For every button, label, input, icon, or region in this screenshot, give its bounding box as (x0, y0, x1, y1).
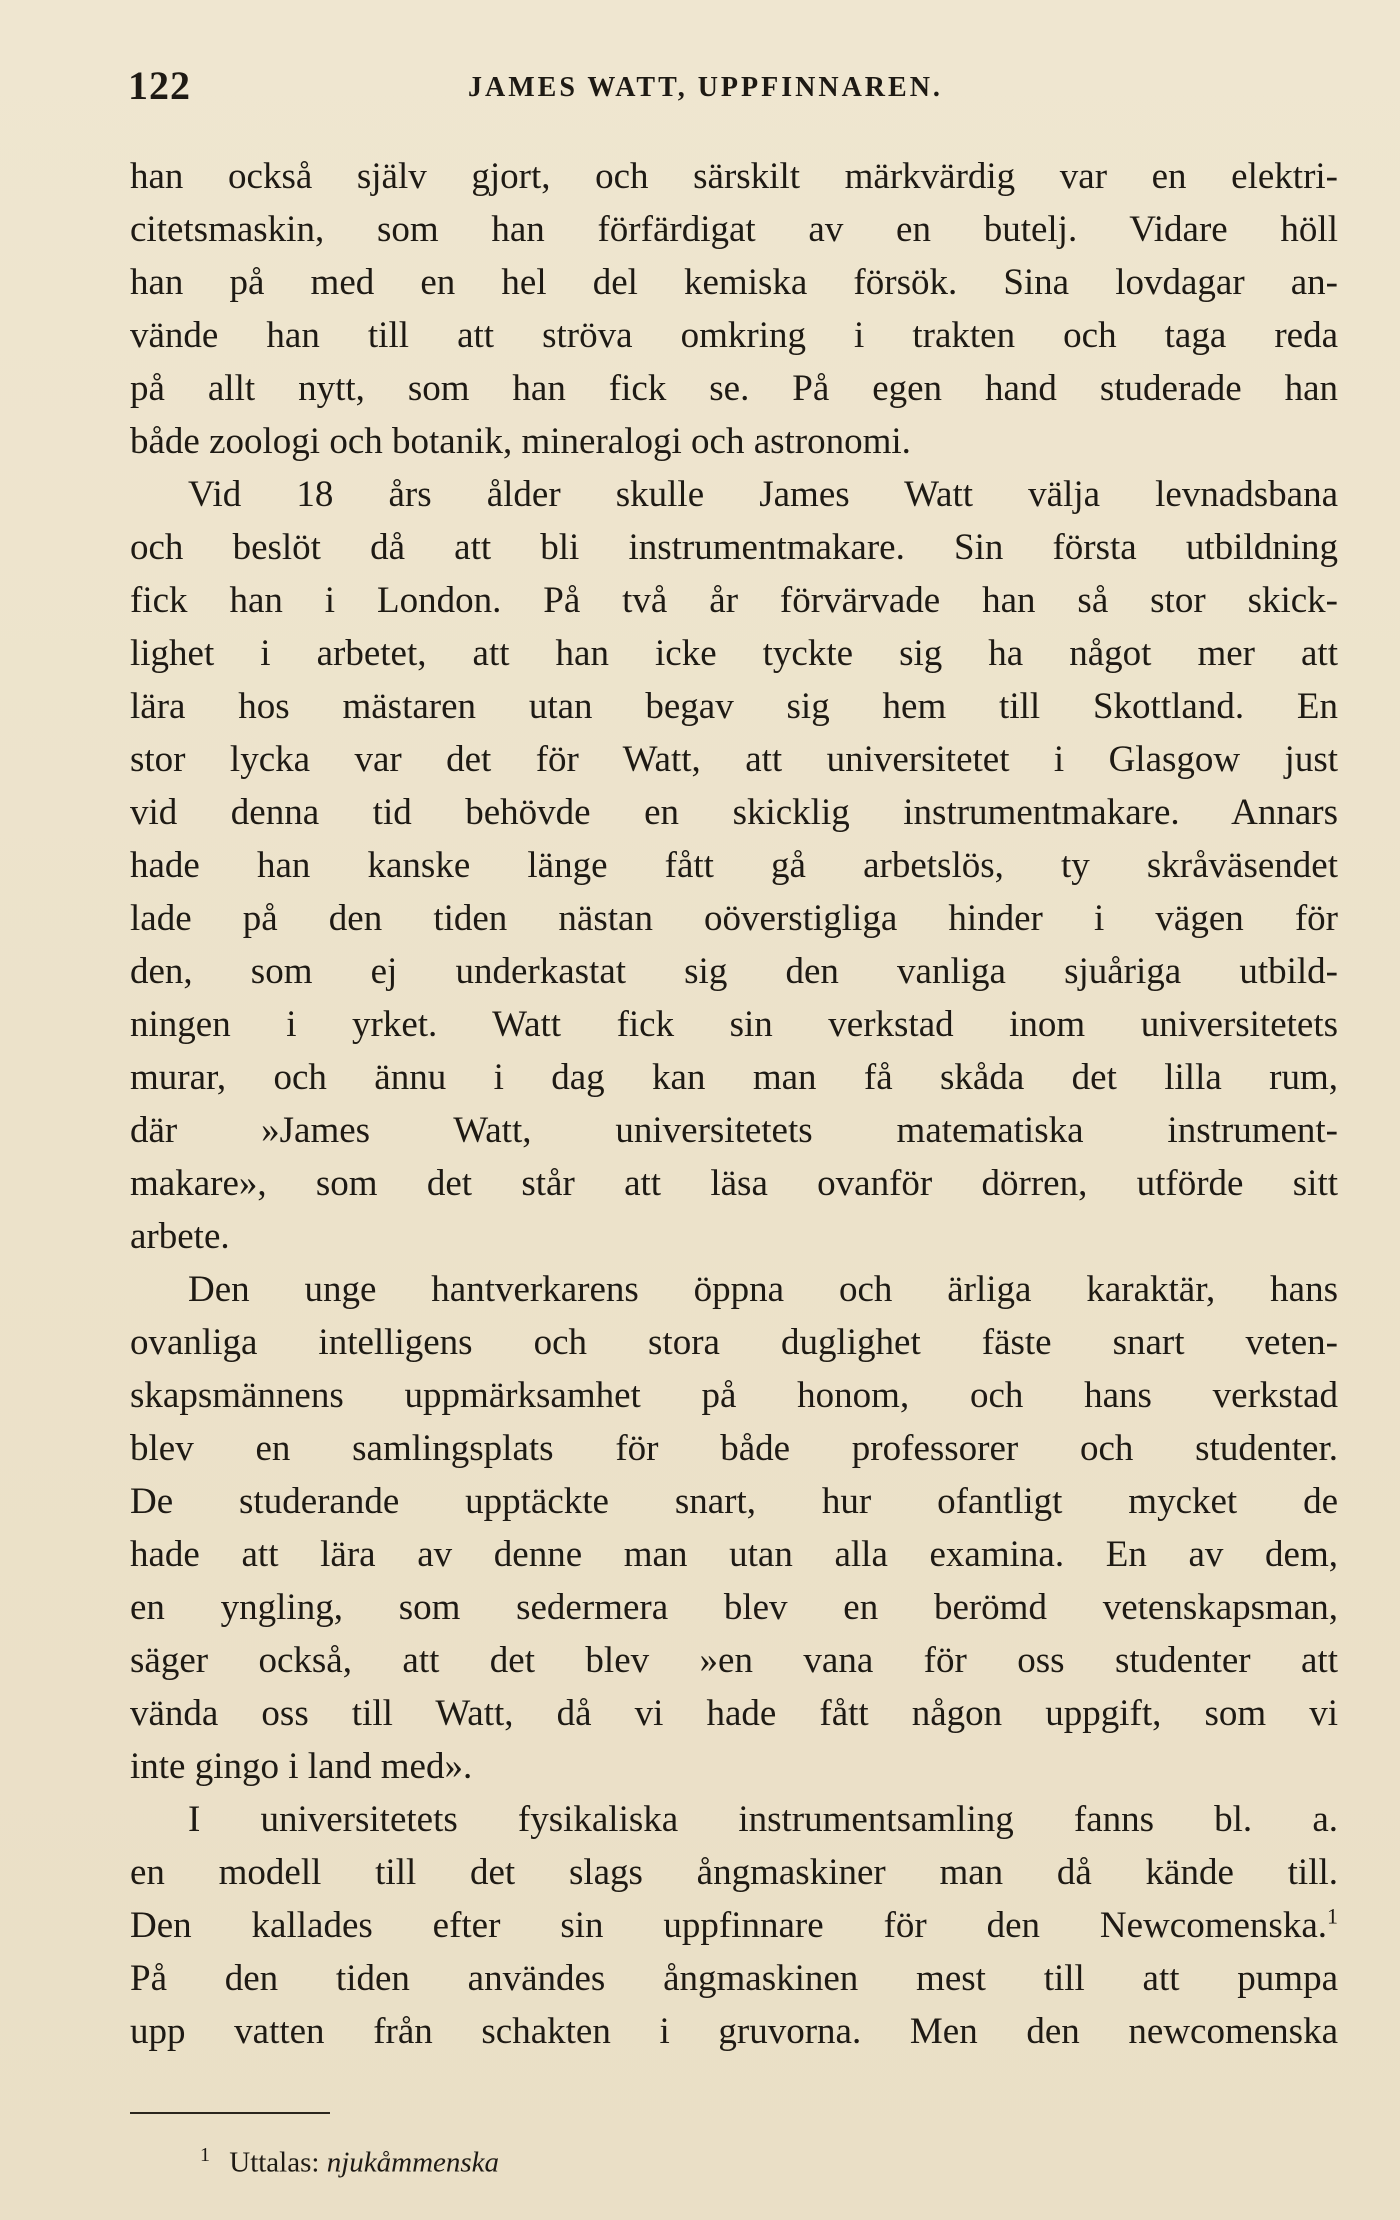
footnote-marker: 1 (200, 2144, 210, 2166)
footnote-label: Uttalas: (229, 2146, 320, 2179)
text-line (130, 892, 1338, 945)
page-number: 122 (128, 63, 191, 108)
text-line (130, 521, 1338, 574)
text-line-content: lade på den tiden nästan oöverstigliga hinder i vägen för (130, 898, 1338, 939)
text-line-content: hade att lära av denne man utan alla examina. En av dem, (130, 1534, 1338, 1575)
text-line-content: ovanliga intelligens och stora duglighet fäste snart veten- (130, 1322, 1338, 1363)
text-line (130, 1634, 1338, 1687)
text-line-content: stor lycka var det för Watt, att universitetet i Glasgow just (130, 739, 1338, 780)
text-line-content: både zoologi och botanik, mineralogi och astronomi. (130, 421, 911, 462)
text-line-content: I universitetets fysikaliska instrumentsamling fanns bl. a. (188, 1799, 1338, 1840)
text-line (130, 468, 1338, 521)
text-line (130, 1899, 1338, 1952)
text-line-content: Den unge hantverkarens öppna och ärliga karaktär, hans (188, 1269, 1338, 1310)
text-line (130, 1369, 1338, 1422)
text-line-content: vända oss till Watt, då vi hade fått någon uppgift, som vi (130, 1693, 1338, 1734)
text-line-content: arbete. (130, 1216, 230, 1257)
text-line (130, 1952, 1338, 2005)
text-line-content: Den kallades efter sin uppfinnare för den Newcomenska. (130, 1905, 1327, 1946)
text-line-content: på allt nytt, som han fick se. På egen hand studerade han (130, 368, 1338, 409)
page-header (128, 62, 1338, 122)
text-line (130, 1687, 1338, 1740)
text-line-content: och beslöt då att bli instrumentmakare. Sin första utbildning (130, 527, 1338, 568)
text-line (130, 1528, 1338, 1581)
text-line-content: fick han i London. På två år förvärvade han så stor skick- (130, 580, 1338, 621)
text-line-content: vid denna tid behövde en skicklig instrumentmakare. Annars (130, 792, 1338, 833)
text-line-content: De studerande upptäckte snart, hur ofantligt mycket de (130, 1481, 1338, 1522)
text-line-content: På den tiden användes ångmaskinen mest till att pumpa (130, 1958, 1338, 1999)
footnote-divider (130, 2112, 330, 2114)
text-line (130, 1581, 1338, 1634)
footnote-reference: 1 (1327, 1903, 1338, 1929)
footnote (200, 2144, 499, 2180)
text-line-content: lighet i arbetet, att han icke tyckte sig ha något mer att (130, 633, 1338, 674)
text-line-content: murar, och ännu i dag kan man få skåda det lilla rum, (130, 1057, 1338, 1098)
text-line-content: han också själv gjort, och särskilt märkvärdig var en elektri- (130, 156, 1338, 197)
text-line (130, 415, 1338, 468)
text-line-content: säger också, att det blev »en vana för oss studenter att (130, 1640, 1338, 1681)
text-line-content: en modell till det slags ångmaskiner man då kände till. (130, 1852, 1338, 1893)
body-text (130, 150, 1338, 2058)
text-line-content: citetsmaskin, som han förfärdigat av en butelj. Vidare höll (130, 209, 1338, 250)
text-line (130, 309, 1338, 362)
text-line (130, 1157, 1338, 1210)
text-line-content: makare», som det står att läsa ovanför dörren, utförde sitt (130, 1163, 1338, 1204)
text-line (130, 680, 1338, 733)
footnote-text: njukåmmenska (326, 2146, 500, 2179)
text-line (130, 1475, 1338, 1528)
text-line (130, 839, 1338, 892)
text-line (130, 1422, 1338, 1475)
text-line-content: han på med en hel del kemiska försök. Sina lovdagar an- (130, 262, 1338, 303)
text-line (130, 203, 1338, 256)
text-line-content: upp vatten från schakten i gruvorna. Men den newcomenska (130, 2011, 1338, 2052)
text-line (130, 1740, 1338, 1793)
text-line-content: skapsmännens uppmärksamhet på honom, och hans verkstad (130, 1375, 1338, 1416)
text-line (130, 945, 1338, 998)
text-line-content: en yngling, som sedermera blev en berömd vetenskapsman, (130, 1587, 1338, 1628)
text-line-content: vände han till att ströva omkring i trakten och taga reda (130, 315, 1338, 356)
text-line (130, 1051, 1338, 1104)
text-line-content: blev en samlingsplats för både professorer och studenter. (130, 1428, 1338, 1469)
text-line (130, 998, 1338, 1051)
text-line (130, 1104, 1338, 1157)
text-line (130, 786, 1338, 839)
text-line (130, 1846, 1338, 1899)
text-line (130, 150, 1338, 203)
text-line-content: ningen i yrket. Watt fick sin verkstad inom universitetets (130, 1004, 1338, 1045)
text-line (130, 627, 1338, 680)
text-line-content: lära hos mästaren utan begav sig hem till Skottland. En (130, 686, 1338, 727)
text-line (130, 2005, 1338, 2058)
running-head: JAMES WATT, UPPFINNAREN. (468, 72, 943, 103)
text-line (130, 362, 1338, 415)
text-line (130, 733, 1338, 786)
text-line-content: den, som ej underkastat sig den vanliga sjuåriga utbild- (130, 951, 1338, 992)
text-line-content: där »James Watt, universitetets matematiska instrument- (130, 1110, 1338, 1151)
text-line-content: inte gingo i land med». (130, 1746, 473, 1787)
text-line (130, 574, 1338, 627)
text-line-content: Vid 18 års ålder skulle James Watt välja levnadsbana (188, 474, 1338, 515)
text-line (130, 1316, 1338, 1369)
text-line-content: hade han kanske länge fått gå arbetslös, ty skråväsendet (130, 845, 1338, 886)
text-line (130, 1210, 1338, 1263)
text-line (130, 1793, 1338, 1846)
text-line (130, 256, 1338, 309)
text-line (130, 1263, 1338, 1316)
